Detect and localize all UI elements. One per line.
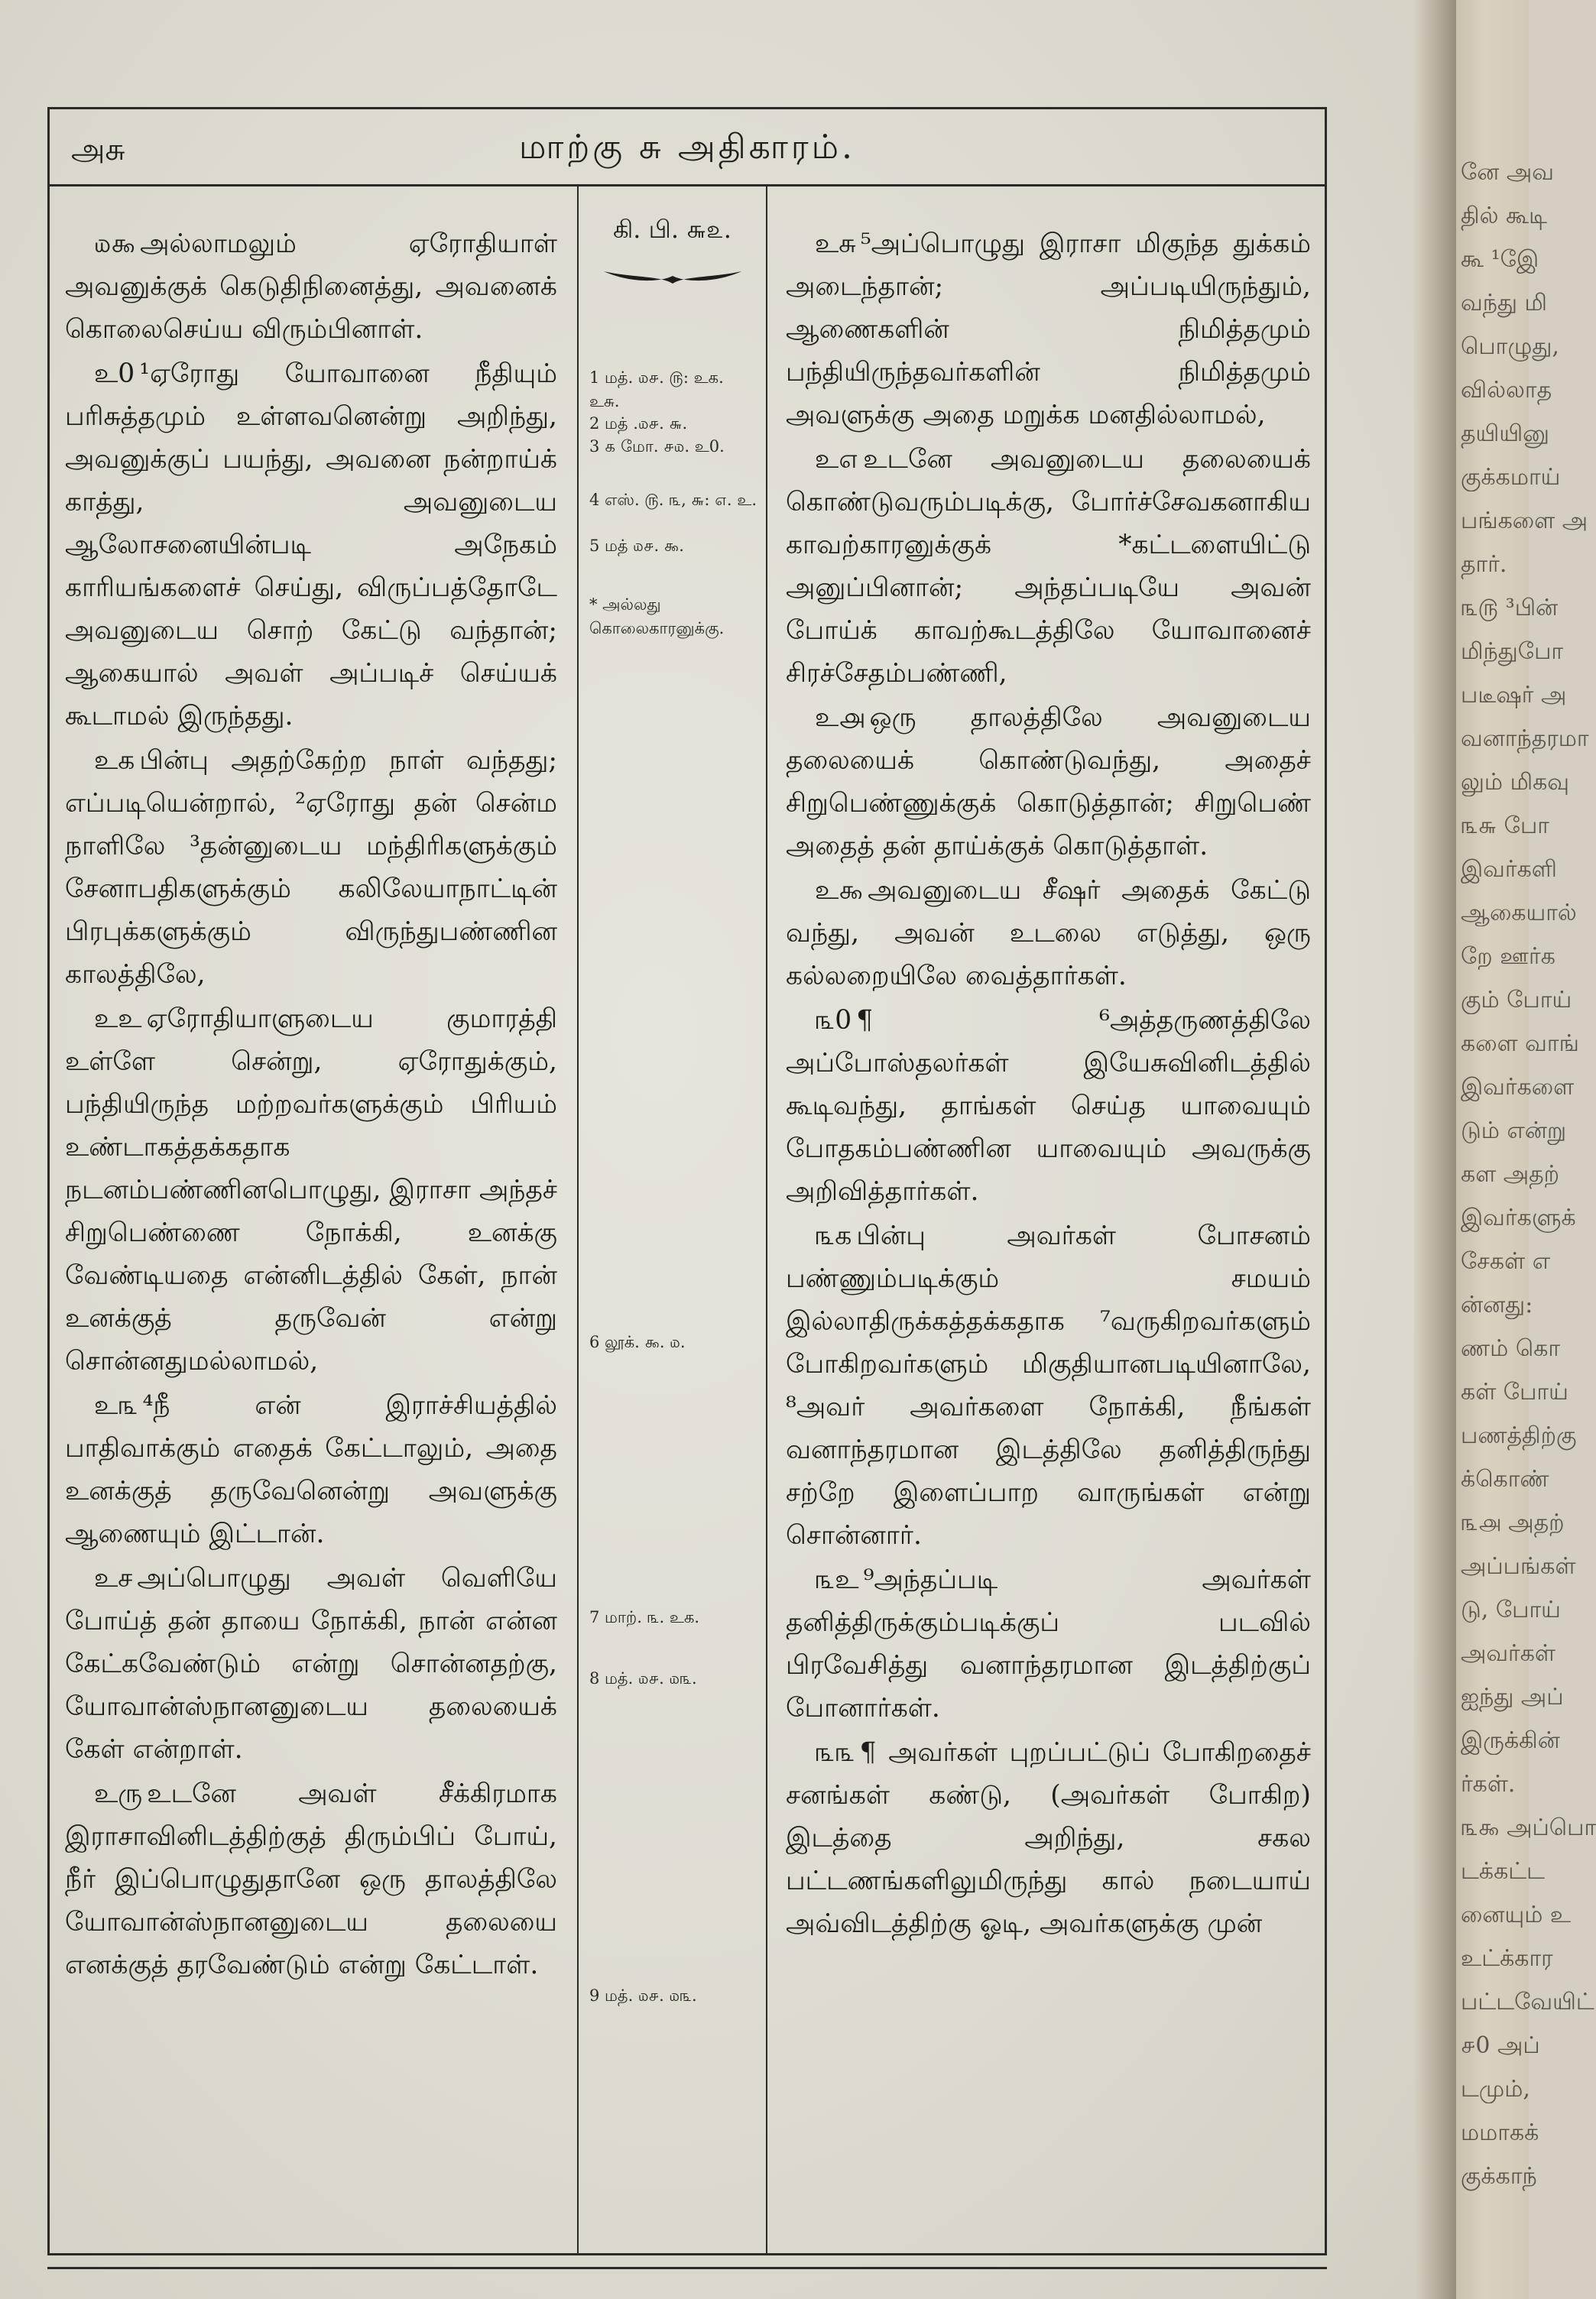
verse-text: ஒரு தாலத்திலே அவனுடைய தலையைக் கொண்டுவந்து, அதைச் சிறுபெண்ணுக்குக் கொடுத்தான்; சிறுபெண் அதைத் தன் தாய்க்குக் கொடுத்தாள். bbox=[786, 702, 1311, 861]
facing-page-line: டும் என்று bbox=[1461, 1117, 1567, 1144]
verse-number: உ௭ bbox=[815, 444, 859, 475]
facing-page-line: குக்கமாய் bbox=[1461, 464, 1561, 491]
verse-number: உ௮ bbox=[815, 702, 865, 733]
chapter-title: மாற்கு சு அதிகாரம். bbox=[518, 128, 856, 167]
facing-page-line: ௩௮ அதற் bbox=[1461, 1509, 1565, 1536]
facing-page-line: ணம் கொ bbox=[1461, 1335, 1561, 1362]
facing-page-line: கூ ¹இே bbox=[1461, 246, 1539, 273]
facing-page-line: க்கொண் bbox=[1461, 1466, 1549, 1493]
ornament-swash-icon bbox=[600, 261, 745, 291]
verse-number: ௩க bbox=[815, 1221, 852, 1251]
verse-text: அல்லாமலும் ஏரோதியாள் அவனுக்குக் கெடுதிநினைத்து, அவனைக் கொலைசெய்ய விரும்பினாள். bbox=[65, 229, 557, 345]
facing-page-line: பொழுது, bbox=[1461, 333, 1559, 360]
cross-reference: 5 மத் ௰௪. ௯. bbox=[589, 537, 684, 555]
facing-page-line: ஐந்து அப் bbox=[1461, 1684, 1564, 1710]
verse bbox=[786, 1214, 1311, 1557]
facing-page-line: கும் போய் bbox=[1461, 987, 1572, 1013]
facing-page-line: ஆகையால் bbox=[1461, 900, 1577, 926]
verse-number: ௩௩ bbox=[815, 1737, 855, 1768]
facing-page-line: அப்பங்கள் bbox=[1461, 1553, 1576, 1580]
facing-page-line: தில் கூடி bbox=[1461, 203, 1547, 229]
facing-page-line: ௩௯ அப்பொ bbox=[1461, 1814, 1596, 1841]
facing-page-line: வில்லாத bbox=[1461, 377, 1552, 404]
facing-page-line: தார். bbox=[1461, 551, 1507, 578]
facing-page-line: னே அவ bbox=[1461, 159, 1554, 186]
facing-page-line: சேகள் எ bbox=[1461, 1248, 1551, 1275]
verse bbox=[65, 1557, 557, 1771]
verse bbox=[786, 222, 1311, 436]
verse-text: ஏரோதியாளுடைய குமாரத்தி உள்ளே சென்று, ஏரோதுக்கும், பந்தியிருந்த மற்றவர்களுக்கும் பிரியம் உண்டாகத்தக்கதாக நடனம்பண்ணினபொழுது, இராசா அந்தச் சிறுபெண்ணை நோக்கி, உனக்கு வேண்டியதை என்னிடத்தில் கேள், நான் உனக்குத் தருவேன் என்று சொன்னதுமல்லாமல், bbox=[65, 1004, 557, 1376]
facing-page-line: இருக்கின் bbox=[1461, 1727, 1560, 1754]
facing-page-line: இவர்களை bbox=[1461, 1074, 1575, 1101]
facing-page-line: ௩௬ போ bbox=[1461, 812, 1549, 839]
verse-number: உஉ bbox=[94, 1004, 142, 1034]
verse bbox=[786, 869, 1311, 997]
verse bbox=[786, 1558, 1311, 1730]
verse-text: ⁵அப்பொழுது இராசா மிகுந்த துக்கம் அடைந்தான்; அப்படியிருந்தும், ஆணைகளின் நிமித்தமும் பந்தியிருந்தவர்களின் நிமித்தமும் அவளுக்கு அதை மறுக்க மனதில்லாமல், bbox=[786, 229, 1311, 430]
verse-text: உடனே அவள் சீக்கிரமாக இராசாவினிடத்திற்குத் திரும்பிப் போய், நீர் இப்பொழுதுதானே ஒரு தாலத்திலே யோவான்ஸ்நானனுடைய தலையை எனக்குத் தரவேண்டும் என்று கேட்டாள். bbox=[65, 1779, 557, 1980]
facing-page-line: னையும் உ bbox=[1461, 1902, 1572, 1928]
cross-reference: 9 மத். ௰௪. ௰௩. bbox=[589, 1986, 697, 2005]
verse-text: பின்பு அவர்கள் போசனம் பண்ணும்படிக்கும் சமயம் இல்லாதிருக்கத்தக்கதாக ⁷வருகிறவர்களும் போகிறவர்களும் மிகுதியானபடியினாலே, ⁸அவர் அவர்களை நோக்கி, நீங்கள் வனாந்தரமான இடத்திலே தனித்திருந்து சற்றே இளைப்பாற வாருங்கள் என்று சொன்னார். bbox=[786, 1221, 1311, 1551]
verse bbox=[65, 222, 557, 351]
facing-page-line: வனாந்தரமா bbox=[1461, 725, 1589, 752]
facing-page-line: கள் போய் bbox=[1461, 1379, 1568, 1406]
verse bbox=[786, 999, 1311, 1213]
cross-reference-column bbox=[579, 184, 767, 2253]
verse-number: உரு bbox=[94, 1779, 143, 1809]
facing-page-line: பணத்திற்கு bbox=[1461, 1422, 1577, 1449]
facing-page-line: ன்னது: bbox=[1461, 1292, 1533, 1318]
facing-page-line: கள அதற் bbox=[1461, 1161, 1560, 1188]
verse-number: உக bbox=[94, 745, 135, 776]
facing-page-line: றே ஊர்க bbox=[1461, 943, 1555, 970]
verse-number: உச bbox=[94, 1563, 133, 1594]
verse bbox=[65, 997, 557, 1383]
verse-text: அவனுடைய சீஷர் அதைக் கேட்டு வந்து, அவன் உடலை எடுத்து, ஒரு கல்லறையிலே வைத்தார்கள். bbox=[786, 875, 1311, 991]
facing-page-line: ௩௫ ³பின் bbox=[1461, 595, 1559, 621]
facing-page-line: குக்காந் bbox=[1461, 2163, 1537, 2190]
verse-number: ௩0 bbox=[815, 1005, 852, 1036]
page-frame bbox=[47, 107, 1327, 2255]
verse-text: ¶ அவர்கள் புறப்பட்டுப் போகிறதைச் சனங்கள் கண்டு, (அவர்கள் போகிற) இடத்தை அறிந்து, சகல பட்டணங்களிலுமிருந்து கால் நடையாய் அவ்விடத்திற்கு ஓடி, அவர்களுக்கு முன் bbox=[786, 1737, 1311, 1939]
facing-page-line: பட்டவேயிட் bbox=[1461, 1989, 1594, 2015]
facing-page-edge bbox=[1456, 0, 1596, 2299]
verse-text: ¶ ⁶அத்தருணத்திலே அப்போஸ்தலர்கள் இயேசுவினிடத்தில் கூடிவந்து, தாங்கள் செய்த யாவையும் போதகம்பண்ணின யாவையும் அவருக்கு அறிவித்தார்கள். bbox=[786, 1005, 1311, 1207]
page-number: அசு bbox=[71, 132, 125, 167]
verse-text: அப்பொழுது அவள் வெளியே போய்த் தன் தாயை நோக்கி, நான் என்ன கேட்கவேண்டும் என்று சொன்னதற்கு, யோவான்ஸ்நானனுடைய தலையைக் கேள் என்றாள். bbox=[65, 1563, 557, 1765]
verse-text: உடனே அவனுடைய தலையைக் கொண்டுவரும்படிக்கு, போர்ச்சேவகனாகிய காவற்காரனுக்குக் *கட்டளையிட்டு அனுப்பினான்; அந்தப்படியே அவன் போய்க் காவற்கூடத்திலே யோவானைச் சிரச்சேதம்பண்ணி, bbox=[786, 444, 1311, 689]
cross-reference: 8 மத். ௰௪. ௰௩. bbox=[589, 1669, 697, 1688]
cross-reference: 4 எஸ். ௫. ௩, ௬: ௭. உ. bbox=[589, 491, 757, 509]
verse-number: உ0 bbox=[94, 358, 135, 389]
verse-text: ⁴நீ என் இராச்சியத்தில் பாதிவாக்கும் எதைக் கேட்டாலும், அதை உனக்குத் தருவேனென்று அவளுக்கு ஆணையும் இட்டான். bbox=[65, 1390, 557, 1549]
verse bbox=[65, 739, 557, 996]
cross-reference: 7 மாற். ௩. உக. bbox=[589, 1608, 700, 1626]
verse bbox=[786, 1731, 1311, 1945]
facing-page-line: மிந்துபோ bbox=[1461, 638, 1564, 665]
facing-page-line: லும் மிகவு bbox=[1461, 769, 1570, 796]
verse-text: ⁹அந்தப்படி அவர்கள் தனித்திருக்கும்படிக்குப் படவில் பிரவேசித்து வனாந்தரமான இடத்திற்குப் போனார்கள். bbox=[786, 1565, 1311, 1723]
right-text-column bbox=[767, 184, 1325, 2253]
verse-text: பின்பு அதற்கேற்ற நாள் வந்தது; எப்படியென்றால், ²ஏரோது தன் சென்ம நாளிலே ³தன்னுடைய மந்திரிகளுக்கும் சேனாபதிகளுக்கும் கலிலேயாநாட்டின் பிரபுக்களுக்கும் விருந்துபண்ணின காலத்திலே, bbox=[65, 745, 557, 990]
facing-page-line: இவர்களுக் bbox=[1461, 1205, 1576, 1231]
verse-text: ¹ஏரோது யோவானை நீதியும் பரிசுத்தமும் உள்ளவனென்று அறிந்து, அவனுக்குப் பயந்து, அவனை நன்றாய்க் காத்து, அவனுடைய ஆலோசனையின்படி அநேகம் காரியங்களைச் செய்து, விருப்பத்தோடே அவனுடைய சொற் கேட்டு வந்தான்; ஆகையால் அவள் அப்படிச் செய்யக் கூடாமல் இருந்தது. bbox=[65, 358, 557, 731]
facing-page-line: பங்களை அ bbox=[1461, 507, 1588, 534]
verse bbox=[786, 696, 1311, 867]
era-heading: கி. பி. ௬௨. bbox=[613, 215, 732, 244]
facing-page-line: உட்க்கார bbox=[1461, 1945, 1553, 1972]
facing-page-line: டு, போய் bbox=[1461, 1597, 1561, 1623]
facing-page-line: இவர்களி bbox=[1461, 856, 1557, 883]
cross-reference: * அல்லது கொலைகாரனுக்கு. bbox=[589, 595, 725, 637]
cross-reference: 1 மத். ௰௪. ௫: உக. உசு. bbox=[589, 368, 724, 410]
verse-number: ௩உ bbox=[815, 1565, 859, 1595]
facing-page-line: வந்து மி bbox=[1461, 290, 1548, 316]
facing-page-line: மமாகக் bbox=[1461, 2119, 1539, 2146]
facing-page-line: டக்கட்ட bbox=[1461, 1858, 1546, 1885]
cross-reference: 6 லூக். ௯. ௰. bbox=[589, 1333, 686, 1351]
bottom-rule bbox=[47, 2267, 1327, 2269]
verse bbox=[65, 1772, 557, 1986]
facing-page-line: அவர்கள் bbox=[1461, 1640, 1555, 1667]
verse-number: உ௯ bbox=[815, 875, 864, 906]
verse-number: உ௩ bbox=[94, 1390, 138, 1421]
facing-page-line: ர்கள். bbox=[1461, 1771, 1516, 1798]
cross-reference: 2 மத் .௰௪. ௬. bbox=[589, 414, 688, 433]
facing-page-line: தயியினு bbox=[1461, 420, 1549, 447]
left-text-column bbox=[50, 184, 579, 2253]
book-gutter bbox=[1414, 0, 1460, 2299]
verse bbox=[65, 352, 557, 738]
facing-page-line: களை வாங் bbox=[1461, 1030, 1579, 1057]
cross-reference: 3 ௧ மோ. ௪௰. உ0. bbox=[589, 437, 725, 456]
left-verses bbox=[50, 184, 577, 1986]
verse-number: உசு bbox=[815, 229, 856, 259]
facing-page-line: படீஷர் அ bbox=[1461, 682, 1567, 709]
facing-page-line: டமும், bbox=[1461, 2076, 1530, 2103]
facing-page-line: ௪0 அப் bbox=[1461, 2032, 1540, 2059]
verse bbox=[786, 438, 1311, 695]
verse bbox=[65, 1384, 557, 1555]
verse-number: ௰௯ bbox=[94, 229, 136, 259]
right-verses bbox=[767, 184, 1325, 1945]
page-header bbox=[50, 109, 1325, 186]
